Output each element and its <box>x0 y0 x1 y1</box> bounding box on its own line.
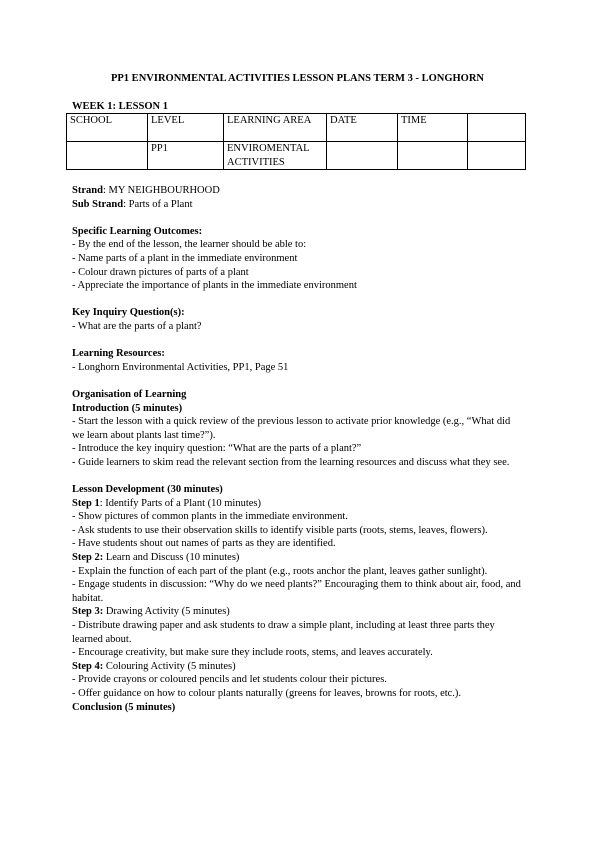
list-item: - Longhorn Environmental Activities, PP1, Page 51 <box>72 361 289 373</box>
development-heading: Lesson Development (30 minutes) <box>72 484 223 496</box>
list-item: - Offer guidance on how to colour plants naturally (greens for leaves, browns for roots, etc.). <box>72 687 462 699</box>
lesson-body <box>72 184 524 714</box>
list-item: - Have students shout out names of parts as they are identified. <box>72 538 336 550</box>
list-item: - Colour drawn pictures of parts of a plant <box>72 266 249 278</box>
table-cell: ENVIROMENTAL ACTIVITIES <box>224 142 327 170</box>
introduction-heading: Introduction (5 minutes) <box>72 402 183 414</box>
lesson-info-table <box>66 113 526 170</box>
sub-strand-value: : Parts of a Plant <box>123 198 193 210</box>
step-heading <box>72 660 524 674</box>
step-title: Colouring Activity (5 minutes) <box>103 660 236 672</box>
list-item: - Guide learners to skim read the relevant section from the learning resources and discuss what they see. <box>72 456 510 468</box>
week-lesson-label: WEEK 1: LESSON 1 <box>72 101 168 112</box>
table-cell: SCHOOL <box>67 114 148 142</box>
step-heading <box>72 605 524 619</box>
list-item: - Encourage creativity, but make sure they include roots, stems, and leaves accurately. <box>72 647 433 659</box>
step-label: Step 1 <box>72 497 100 509</box>
list-item: - Explain the function of each part of the plant (e.g., roots anchor the plant, leaves gather sunlight). <box>72 565 488 577</box>
table-cell: DATE <box>327 114 398 142</box>
step-heading <box>72 551 524 565</box>
list-item: - Introduce the key inquiry question: “What are the parts of a plant?” <box>72 443 362 455</box>
list-item: - Appreciate the importance of plants in the immediate environment <box>72 280 357 292</box>
resources-heading: Learning Resources: <box>72 348 165 360</box>
table-cell: TIME <box>398 114 468 142</box>
list-item: - Show pictures of common plants in the immediate environment. <box>72 511 348 523</box>
step-heading <box>72 497 524 511</box>
inquiry-heading: Key Inquiry Question(s): <box>72 307 185 319</box>
table-cell: LEVEL <box>148 114 224 142</box>
sub-strand-line <box>72 198 524 212</box>
table-cell: PP1 <box>148 142 224 170</box>
list-item: - What are the parts of a plant? <box>72 320 202 332</box>
table-cell <box>67 142 148 170</box>
step-label: Step 3: <box>72 606 104 618</box>
table-cell <box>468 142 526 170</box>
conclusion-heading: Conclusion (5 minutes) <box>72 701 176 713</box>
table-header-row <box>67 114 526 142</box>
table-cell <box>327 142 398 170</box>
strand-label: Strand <box>72 185 103 196</box>
list-item: - Engage students in discussion: “Why do we need plants?” Encouraging them to think about air, food, and habitat. <box>72 579 521 604</box>
strand-line <box>72 184 524 198</box>
outcomes-heading: Specific Learning Outcomes: <box>72 225 203 237</box>
organisation-heading: Organisation of Learning <box>72 388 187 400</box>
list-item: - Ask students to use their observation skills to identify visible parts (roots, stems, leaves, flowers). <box>72 524 488 536</box>
table-cell: LEARNING AREA <box>224 114 327 142</box>
step-label: Step 4: <box>72 660 104 672</box>
list-item: - Start the lesson with a quick review of the previous lesson to activate prior knowledge (e.g., “What did we learn about plants last time?”). <box>72 416 511 441</box>
list-item: - Distribute drawing paper and ask students to draw a simple plant, including at least three parts they learned about. <box>72 620 495 645</box>
list-item: - Name parts of a plant in the immediate environment <box>72 252 298 264</box>
page-title: PP1 ENVIRONMENTAL ACTIVITIES LESSON PLANS TERM 3 - LONGHORN <box>110 73 484 84</box>
list-item: - Provide crayons or coloured pencils and let students colour their pictures. <box>72 674 387 686</box>
sub-strand-label: Sub Strand <box>72 198 124 210</box>
table-row <box>67 142 526 170</box>
strand-value: : MY NEIGHBOURHOOD <box>102 185 220 196</box>
table-cell <box>398 142 468 170</box>
step-title: Drawing Activity (5 minutes) <box>103 606 230 618</box>
list-item: - By the end of the lesson, the learner should be able to: <box>72 239 307 251</box>
step-title: Learn and Discuss (10 minutes) <box>103 552 240 564</box>
step-title: : Identify Parts of a Plant (10 minutes) <box>99 497 261 509</box>
step-label: Step 2: <box>72 552 104 564</box>
table-cell <box>468 114 526 142</box>
